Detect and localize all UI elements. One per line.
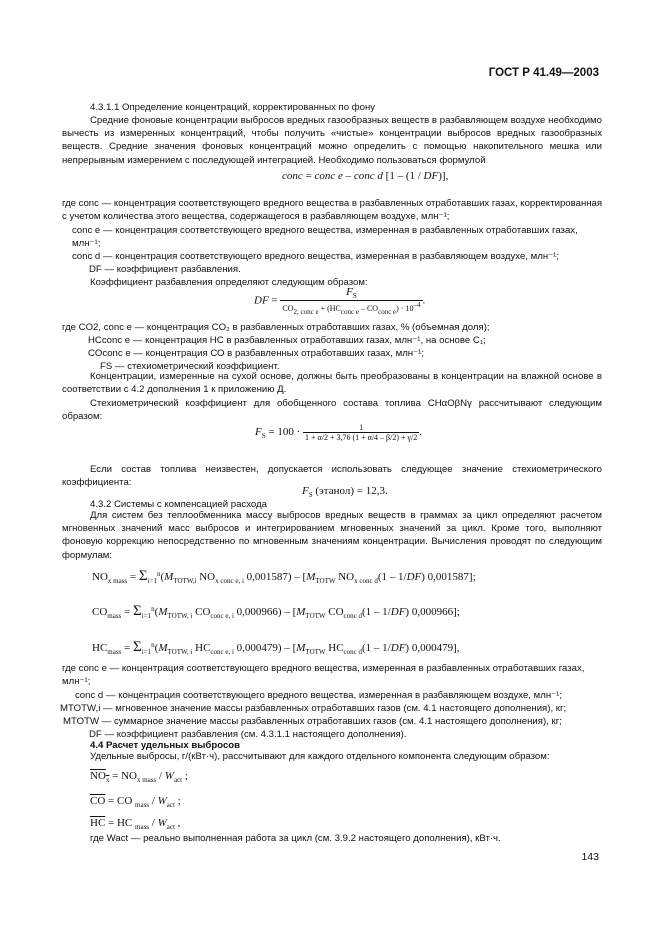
paragraph: Удельные выбросы, г/(кВт·ч), рассчитывают для каждого отдельного компонента следующим образом: [90, 751, 550, 762]
section-title-4311: 4.3.1.1 Определение концентраций, корректированных по фону [90, 102, 376, 113]
paragraph: Если состав топлива неизвестен, допускается использовать следующее значение стехиометрического коэффициента: [62, 464, 602, 489]
paragraph: Для систем без теплообменника массу выбросов вредных веществ в граммах за цикл определяют расчетом мгновенных значений масс выбросов и интегрированием мгновенных значений за цикл. Кроме того, выполняют фоновую коррекцию непосредственно по мгновенным значениям концентрации. Вычисления проводят по следующим формулам: [62, 510, 602, 561]
formula-conc: conc = conc e – conc d [1 – (1 / DF)], [282, 170, 449, 182]
def-hc: HCconc e — концентрация НС в разбавленных отработавших газах, млн⁻¹, на основе C₁; [88, 335, 486, 346]
paragraph: Концентрации, измеренные на сухой основе, должны быть преобразованы в концентрации на влажной основе в соответствии с 4.2 дополнения 1 к приложению Д. [62, 371, 602, 396]
def-conc-d: conc d — концентрация соответствующего вредного вещества, измеренная в разбавляющем воздухе, млн⁻¹; [72, 251, 560, 262]
def-conc-e: conc e — концентрация соответствующего вредного вещества, измеренная в разбавленных отработавших газах, млн⁻¹; [72, 225, 578, 250]
formula-fs-ethanol: $F_S$ (этанол) = 12,3. [302, 485, 388, 499]
def-conc: где conc — концентрация соответствующего вредного вещества в разбавленных отработавших газах, корректированная с учетом количества этого вещества, содержащегося в разбавляющем воздухе, млн⁻¹; [62, 198, 603, 223]
formula-co-specific: $\overline{CO}$ = CO $_{mass} / W_{act}$ ; [90, 795, 181, 809]
page-number: 143 [581, 851, 599, 863]
formula-hc-mass: $HC_{mass} = \Sigma_{i=1}^n(M_{TOTW, i}$ $HC_{conc e, i}$ $0,000479) - [M_{TOTW}$ $HC_{conc d}(1 - 1/DF)$ 0,000479], [92, 639, 460, 656]
paragraph: Средние фоновые концентрации выбросов вредных газообразных веществ в разбавляющем воздухе необходимо вычесть из измеренных концентраций, чтобы получить «чистые» концентрации выбросов вредных газообразных веществ. Средние значения фоновых концентраций можно определить с помощью накопительного мешка или непрерывным измерением с последующей интеграцией. Необходимо пользоваться формулой [62, 115, 602, 166]
formula-nox-mass: $NO_{x mass} = \Sigma_{i=1}^n(M_{TOTW,i}$ $NO_{x conc e, i}$ $0,001587) - [M_{TOTW}$ $NO_{x conc d}(1 - 1/DF)$ 0,001587]; [92, 568, 476, 585]
formula-co-mass: $CO_{mass} = \Sigma_{i=1}^n(M_{TOTW, i}$ $CO_{conc e, i}$ $0,000966) - [M_{TOTW}$ $CO_{conc d}(1 - 1/DF)$ 0,000966]; [92, 603, 460, 620]
formula-hc-specific: $\overline{HC}$ = HC $_{mass} / W_{act}$ , [90, 817, 181, 831]
def-co2: где CO2, conc e — концентрация CO₂ в разбавленных отработавших газах, % (объемная доля); [62, 322, 490, 333]
formula-fs: $F_S = 100$ · $\frac{1}{1 + \alpha/2 + 3,76 (1 + \alpha/4 - \beta/2) + \gamma/2}$ . [255, 423, 423, 442]
document-header: ГОСТ Р 41.49—2003 [488, 67, 599, 79]
formula-df: DF = $F_S$ CO2, conc e + (HCconc e – COconc e) · 10–4 . [254, 286, 426, 316]
def-mtotw-i: MTOTW,i — мгновенное значение массы разбавленных отработавших газов (см. 4.1 настоящего дополнения), кг; [60, 703, 567, 714]
formula-nox-specific: $NO_x = NO_{x mass} / W_{act}$ ; [90, 770, 188, 784]
def-wact: где Wact — реально выполненная работа за цикл (см. 3.9.2 настоящего дополнения), кВт·ч. [90, 833, 501, 844]
paragraph: Коэффициент разбавления определяют следующим образом: [90, 277, 368, 288]
def-co: COconc e — концентрация СО в разбавленных отработавших газах, млн⁻¹; [88, 348, 425, 359]
def-conc-e: где conc e — концентрация соответствующего вредного вещества, измеренная в разбавленных отработавших газах, млн⁻¹; [62, 663, 585, 688]
def-df: DF — коэффициент разбавления (см. 4.3.1.1 настоящего дополнения). [89, 729, 407, 740]
def-fs: FS — стехиометрический коэффициент. [100, 361, 280, 372]
paragraph: Стехиометрический коэффициент для обобщенного состава топлива CHαOβNγ рассчитывают следующим образом: [62, 398, 602, 423]
def-df: DF — коэффициент разбавления. [89, 264, 241, 275]
def-conc-d: conc d — концентрация соответствующего вредного вещества, измеренная в разбавляющем воздухе, млн⁻¹; [75, 690, 563, 701]
section-title-44: 4.4 Расчет удельных выбросов [90, 740, 241, 751]
section-title-432: 4.3.2 Системы с компенсацией расхода [90, 499, 267, 510]
def-mtotw: MTOTW — суммарное значение массы разбавленных отработавших газов (см. 4.1 настоящего дополнения), кг; [63, 716, 562, 727]
